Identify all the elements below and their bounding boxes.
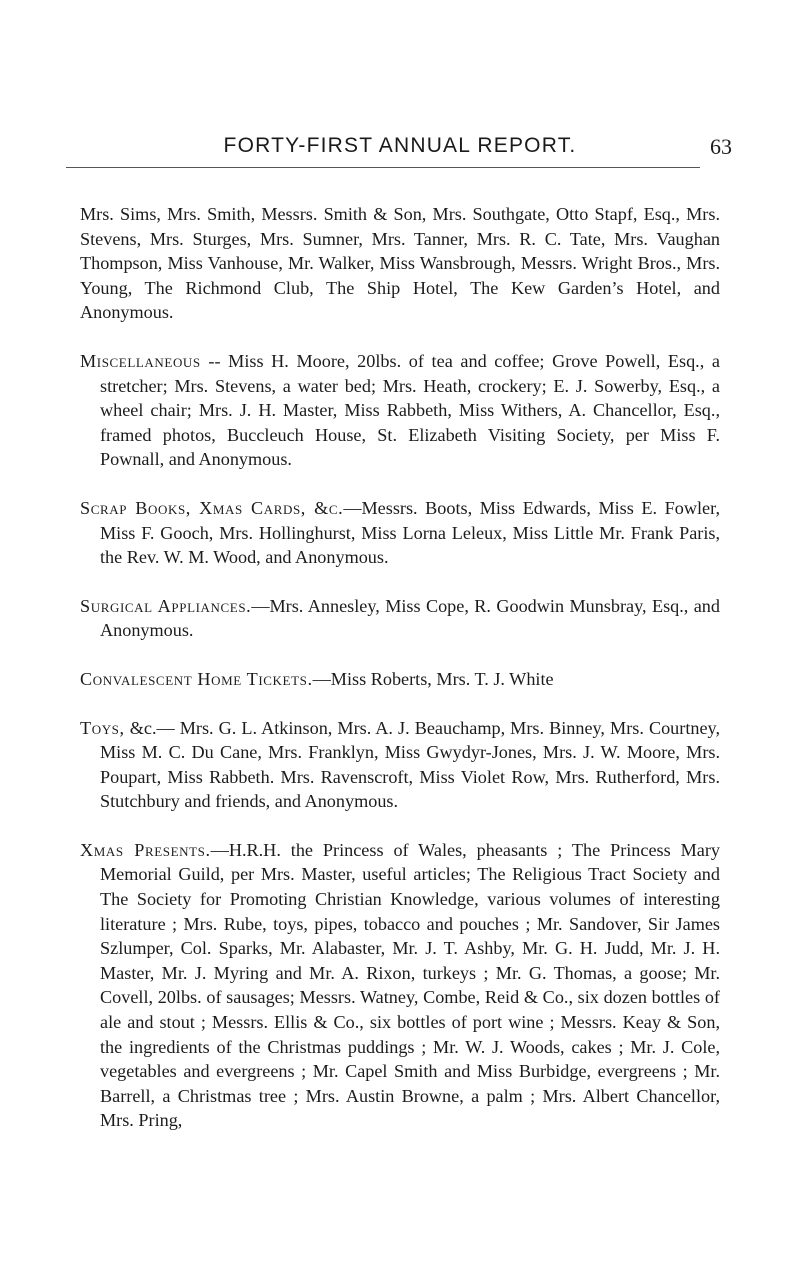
paragraph-text: &c.— Mrs. G. L. Atkinson, Mrs. A. J. Beauchamp, Mrs. Binney, Mrs. Courtney, Miss M. C. Du Cane, Mrs. Franklyn, Miss Gwydyr-Jones, Mrs. J. W. Moore, Mrs. Poupart, Miss Rabbeth. Mrs. Ravenscroft, Miss Violet Row, Mrs. Rutherford, Mrs. Stutchbury and friends, and Anonymous. (100, 717, 720, 812)
section-heading: Miscellaneous (80, 350, 201, 371)
section-heading: Surgical Appliances. (80, 595, 252, 616)
section-convalescent-tickets (80, 667, 720, 692)
paragraph-text: —Miss Roberts, Mrs. T. J. White (312, 668, 554, 689)
section-xmas-presents (80, 838, 720, 1133)
page-number: 63 (710, 134, 732, 159)
section-surgical-appliances (80, 594, 720, 643)
page-header (66, 134, 734, 164)
paragraph-text: —Mrs. Annesley, Miss Cope, R. Goodwin Munsbray, Esq., and Anonymous. (100, 595, 720, 641)
header-rule (66, 167, 700, 168)
paragraph-text: —Messrs. Boots, Miss Edwards, Miss E. Fowler, Miss F. Gooch, Mrs. Hollinghurst, Miss Lorna Leleux, Miss Little Mr. Frank Paris, the Rev. W. M. Wood, and Anonymous. (100, 497, 721, 568)
section-miscellaneous (80, 349, 720, 472)
section-heading: Xmas Presents. (80, 839, 211, 860)
running-title: FORTY-FIRST ANNUAL REPORT. (223, 134, 577, 157)
donor-list-continued (80, 202, 720, 325)
paragraph-text: Mrs. Sims, Mrs. Smith, Messrs. Smith & Son, Mrs. Southgate, Otto Stapf, Esq., Mrs. Stevens, Mrs. Sturges, Mrs. Sumner, Mrs. Tanner, Mrs. R. C. Tate, Mrs. Vaughan Thompson, Miss Vanhouse, Mr. Walker, Miss Wansbrough, Messrs. Wright Bros., Mrs. Young, The Richmond Club, The Ship Hotel, The Kew Garden’s Hotel, and Anonymous. (80, 204, 720, 323)
section-heading: Scrap Books, Xmas Cards, &c. (80, 497, 344, 518)
paragraph-text: —H.R.H. the Princess of Wales, pheasants ; The Princess Mary Memorial Guild, per Mrs. Master, useful articles; The Religious Tract Society and The Society for Promoting Christian Knowledge, various volumes of interesting literature ; Mrs. Rube, toys, pipes, tobacco and pouches ; Mr. Sandover, Sir James Szlumper, Col. Sparks, Mr. Alabaster, Mr. J. T. Ashby, Mr. G. H. Judd, Mr. J. H. Master, Mr. J. Myring and Mr. A. Rixon, turkeys ; Mr. G. Thomas, a goose; Mr. Covell, 20lbs. of sausages; Messrs. Watney, Combe, Reid & Co., six dozen bottles of ale and stout ; Messrs. Ellis & Co., six bottles of port wine ; Messrs. Keay & Son, the ingredients of the Christmas puddings ; Mr. W. J. Woods, cakes ; Mr. J. Cole, vegetables and evergreens ; Mr. Capel Smith and Miss Burbidge, evergreens ; Mr. Barrell, a Christmas tree ; Mrs. Austin Browne, a palm ; Mrs. Albert Chancellor, Mrs. Pring, (100, 839, 721, 1131)
paragraph-text: -- Miss H. Moore, 20lbs. of tea and coffee; Grove Powell, Esq., a stretcher; Mrs. Stevens, a water bed; Mrs. Heath, crockery; E. J. Sowerby, Esq., a wheel chair; Mrs. J. H. Master, Miss Rabbeth, Miss Withers, A. Chancellor, Esq., framed photos, Buccleuch House, St. Elizabeth Visiting Society, per Miss F. Pownall, and Anonymous. (100, 350, 720, 470)
section-heading: Toys, (80, 717, 125, 738)
report-body (80, 202, 720, 1157)
section-scrap-books (80, 496, 720, 570)
section-toys (80, 716, 720, 814)
section-heading: Convalescent Home Tickets. (80, 668, 313, 689)
